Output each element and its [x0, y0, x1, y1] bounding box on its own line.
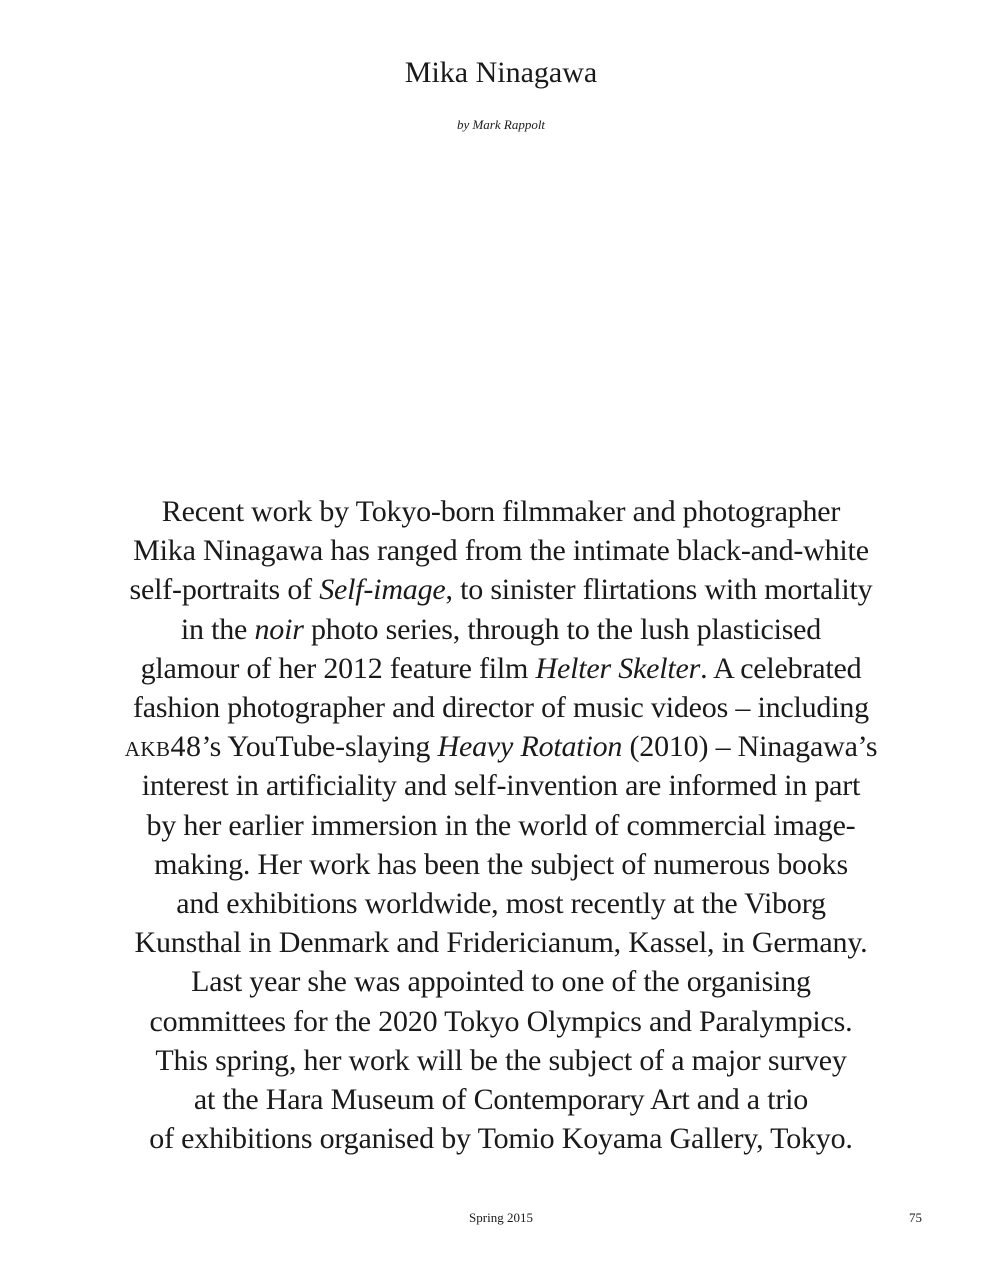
byline: by Mark Rappolt: [456, 117, 546, 132]
body-line: akb48’s YouTube-slaying Heavy Rotation (2010) – Ninagawa’s: [124, 730, 878, 764]
article-body: [60, 492, 942, 1158]
work-title-heavy-rotation: Heavy Rotation: [437, 730, 623, 764]
body-line: self-portraits of Self-image, to sinister flirtations with mortality: [129, 573, 873, 607]
page-number: 75: [909, 1210, 922, 1225]
body-line: at the Hara Museum of Contemporary Art and a trio: [193, 1083, 809, 1117]
body-line: and exhibitions worldwide, most recently at the Viborg: [176, 887, 826, 921]
body-line: Mika Ninagawa has ranged from the intimate black-and-white: [133, 534, 869, 568]
band-name-akb48: akb48: [124, 730, 202, 764]
body-line: glamour of her 2012 feature film Helter Skelter. A celebrated: [140, 651, 862, 685]
footer-issue-date: Spring 2015: [469, 1210, 533, 1225]
body-line: fashion photographer and director of music videos – including: [133, 691, 869, 725]
body-line: Recent work by Tokyo-born filmmaker and photographer: [161, 495, 841, 528]
body-line: of exhibitions organised by Tomio Koyama Gallery, Tokyo.: [149, 1122, 853, 1156]
body-line: Last year she was appointed to one of the organising: [191, 965, 811, 999]
body-line: This spring, her work will be the subject of a major survey: [155, 1043, 847, 1077]
work-title-self-image: Self-image: [319, 573, 446, 607]
body-line: making. Her work has been the subject of numerous books: [154, 847, 848, 881]
body-line: committees for the 2020 Tokyo Olympics and Paralympics.: [149, 1004, 853, 1038]
body-line: by her earlier immersion in the world of commercial image-: [146, 808, 856, 842]
work-title-noir: noir: [254, 612, 304, 646]
body-line: in the noir photo series, through to the lush plasticised: [180, 612, 822, 646]
body-line: Kunsthal in Denmark and Fridericianum, Kassel, in Germany.: [134, 926, 868, 960]
work-title-helter-skelter: Helter Skelter: [535, 651, 701, 685]
body-line: interest in artificiality and self-invention are informed in part: [141, 769, 861, 803]
page-title: Mika Ninagawa: [404, 56, 598, 89]
